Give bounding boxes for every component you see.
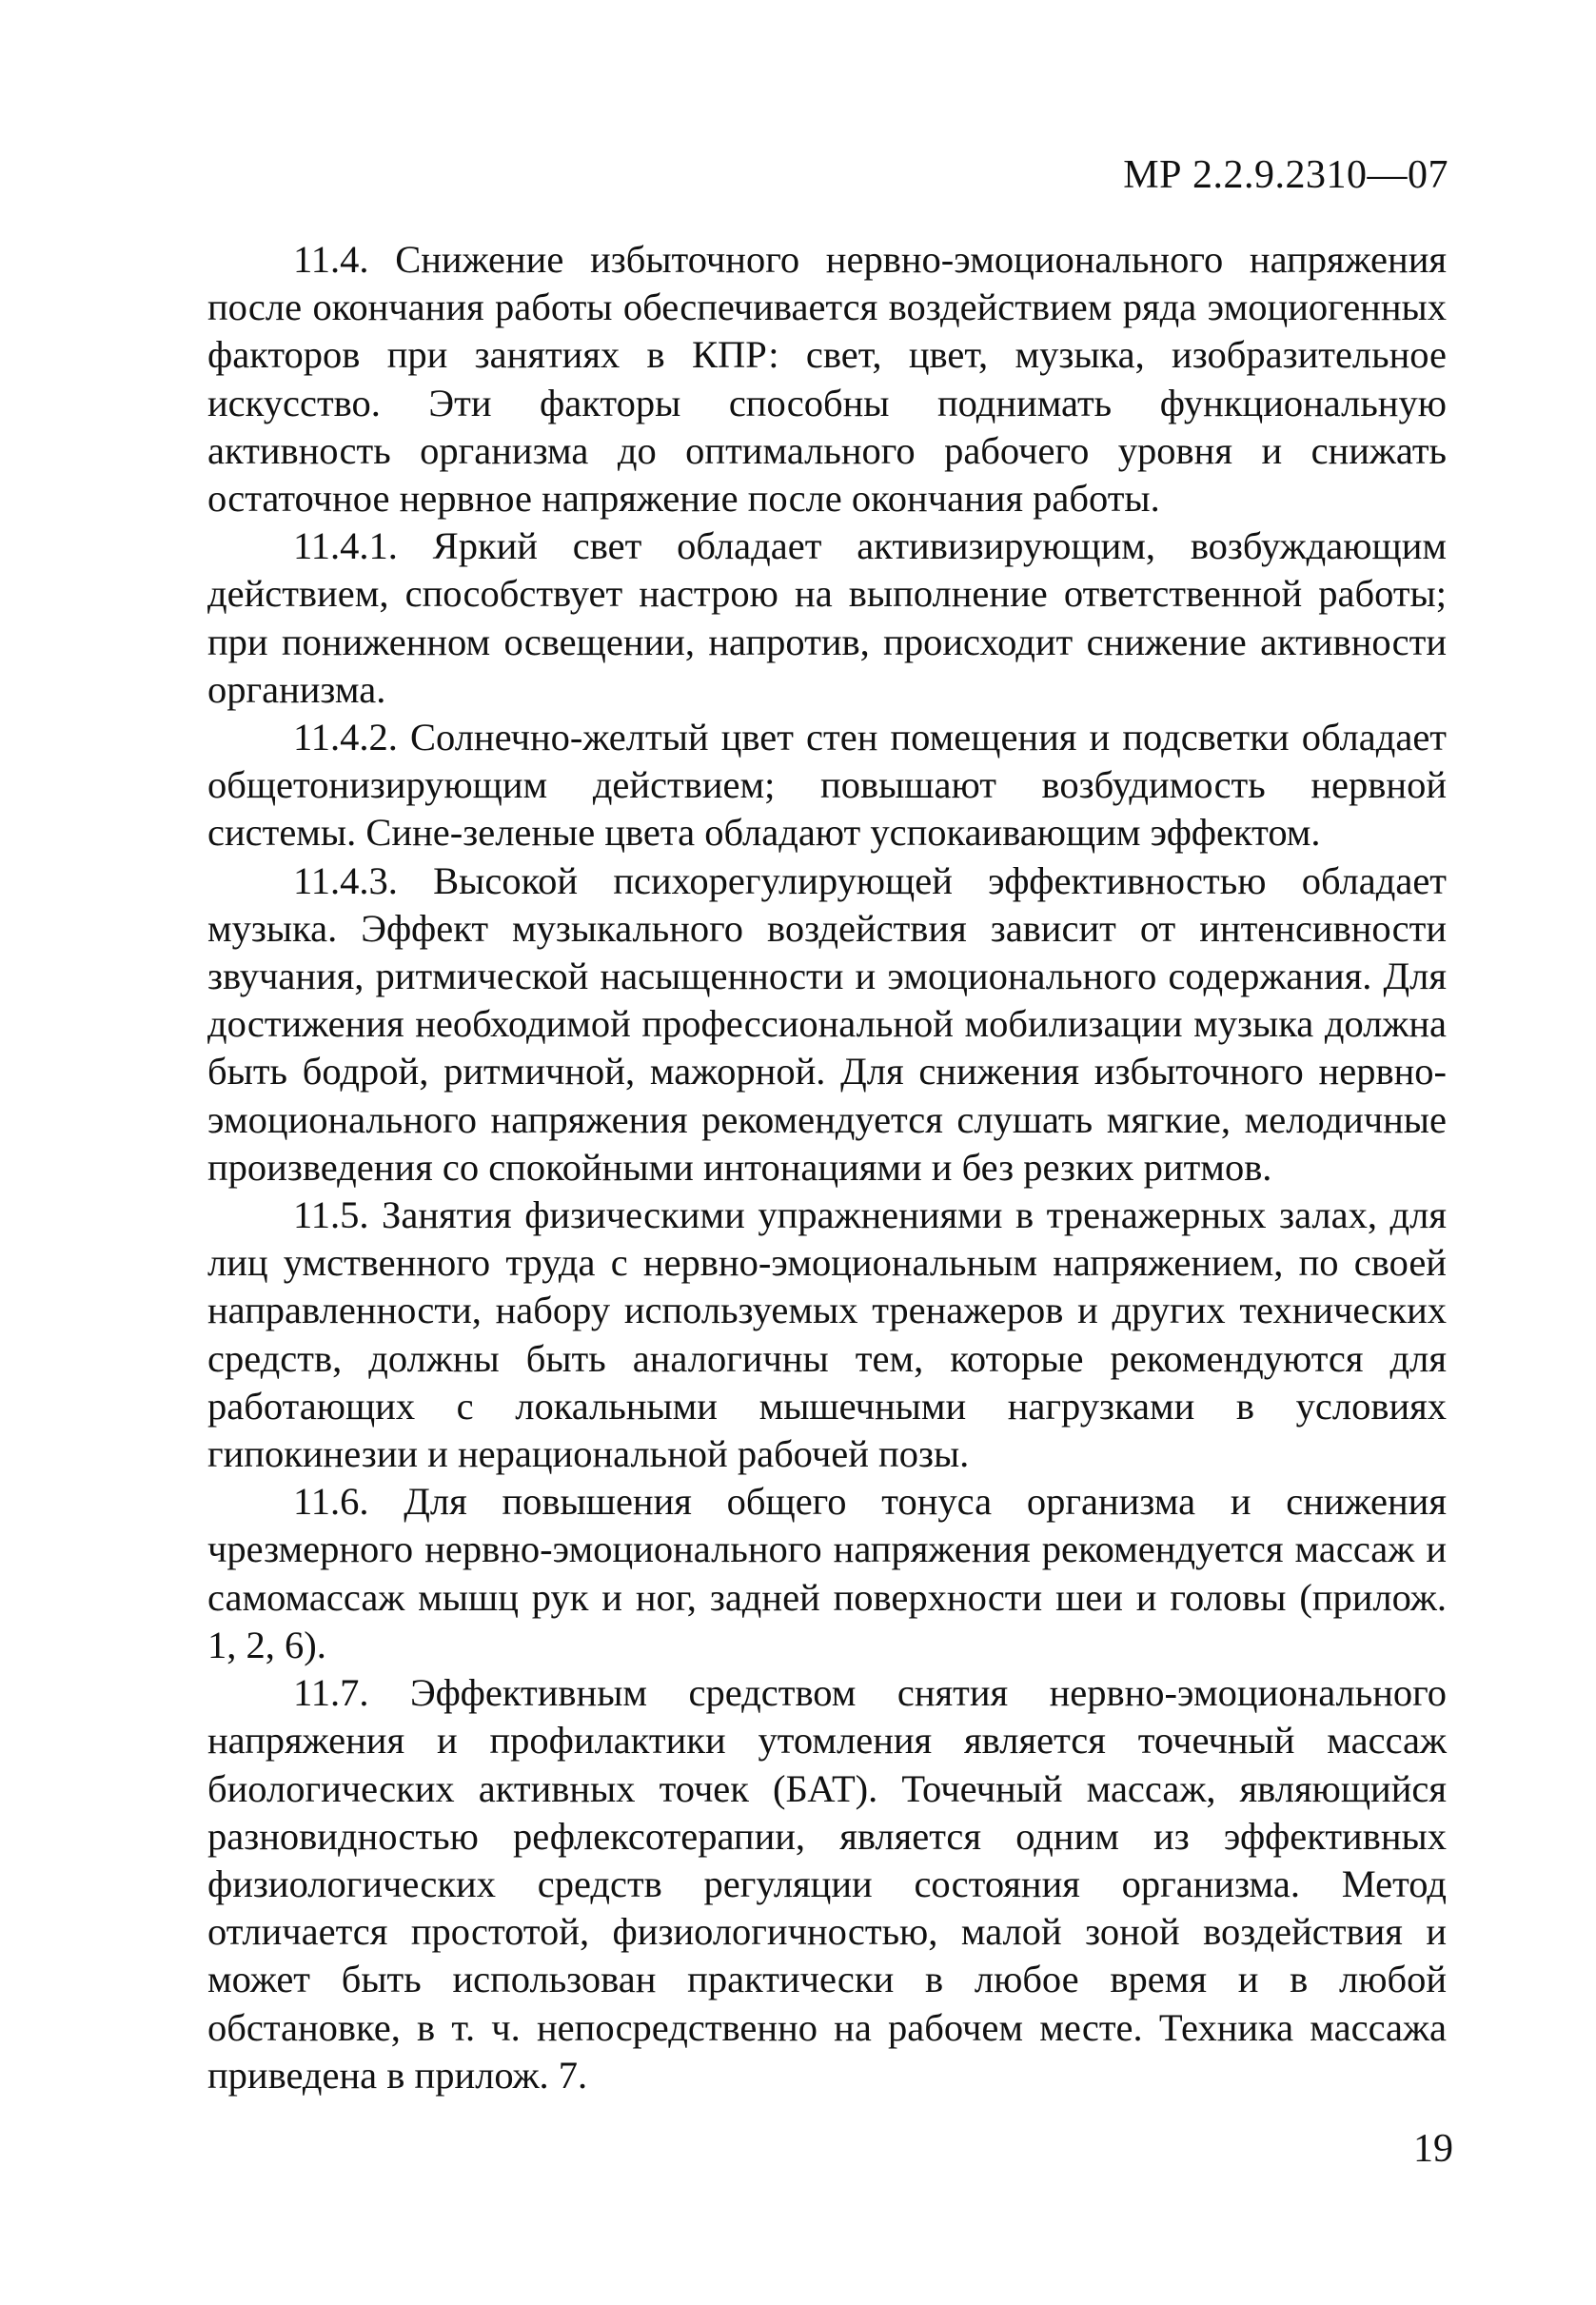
paragraph-11-4-3: 11.4.3. Высокой психорегулирующей эффективностью обладает музыка. Эффект музыкального воздействия зависит от интенсивности звучания, ритмической насыщенности и эмоционального содержания. Для достижения необходимой профессиональной мобилизации музыка должна быть бодрой, ритмичной, мажорной. Для снижения избыточного нервно-эмоционального напряжения рекомендуется слушать мягкие, мелодичные произведения со спокойными интонациями и без резких ритмов.: [207, 858, 1447, 1189]
page-number: 19: [1413, 2127, 1453, 2171]
body-text: [207, 236, 1447, 2099]
paragraph-11-6: 11.6. Для повышения общего тонуса организма и снижения чрезмерного нервно-эмоционального напряжения рекомендуется массаж и самомассаж мышц рук и ног, задней поверхности шеи и головы (прилож. 1, 2, 6).: [207, 1480, 1447, 1666]
document-code-header: МР 2.2.9.2310—07: [1123, 153, 1448, 197]
paragraph-11-4-1: 11.4.1. Яркий свет обладает активизирующим, возбуждающим действием, способствует настрою на выполнение ответственной работы; при пониженном освещении, напротив, происходит снижение активности организма.: [207, 524, 1447, 711]
paragraph-11-5: 11.5. Занятия физическими упражнениями в тренажерных залах, для лиц умственного труда с нервно-эмоциональным напряжением, по своей направленности, набору используемых тренажеров и других технических средств, должны быть аналогичны тем, которые рекомендуются для работающих с локальными мышечными нагрузками в условиях гипокинезии и нерациональной рабочей позы.: [207, 1193, 1447, 1476]
paragraph-11-4-2: 11.4.2. Солнечно-желтый цвет стен помещения и подсветки обладает общетонизирующим действием; повышают возбудимость нервной системы. Сине-зеленые цвета обладают успокаивающим эффектом.: [207, 716, 1447, 855]
paragraph-11-4: 11.4. Снижение избыточного нервно-эмоционального напряжения после окончания работы обеспечивается воздействием ряда эмоциогенных факторов при занятиях в КПР: свет, цвет, музыка, изобразительное искусство. Эти факторы способны поднимать функциональную активность организма до оптимального рабочего уровня и снижать остаточное нервное напряжение после окончания работы.: [207, 238, 1447, 521]
paragraph-11-7: 11.7. Эффективным средством снятия нервно-эмоционального напряжения и профилактики утомления является точечный массаж биологических активных точек (БАТ). Точечный массаж, являющийся разновидностью рефлексотерапии, является одним из эффективных физиологических средств регуляции состояния организма. Метод отличается простотой, физиологичностью, малой зоной воздействия и может быть использован практически в любое время и в любой обстановке, в т. ч. непосредственно на рабочем месте. Техника массажа приведена в прилож. 7.: [207, 1671, 1447, 2097]
